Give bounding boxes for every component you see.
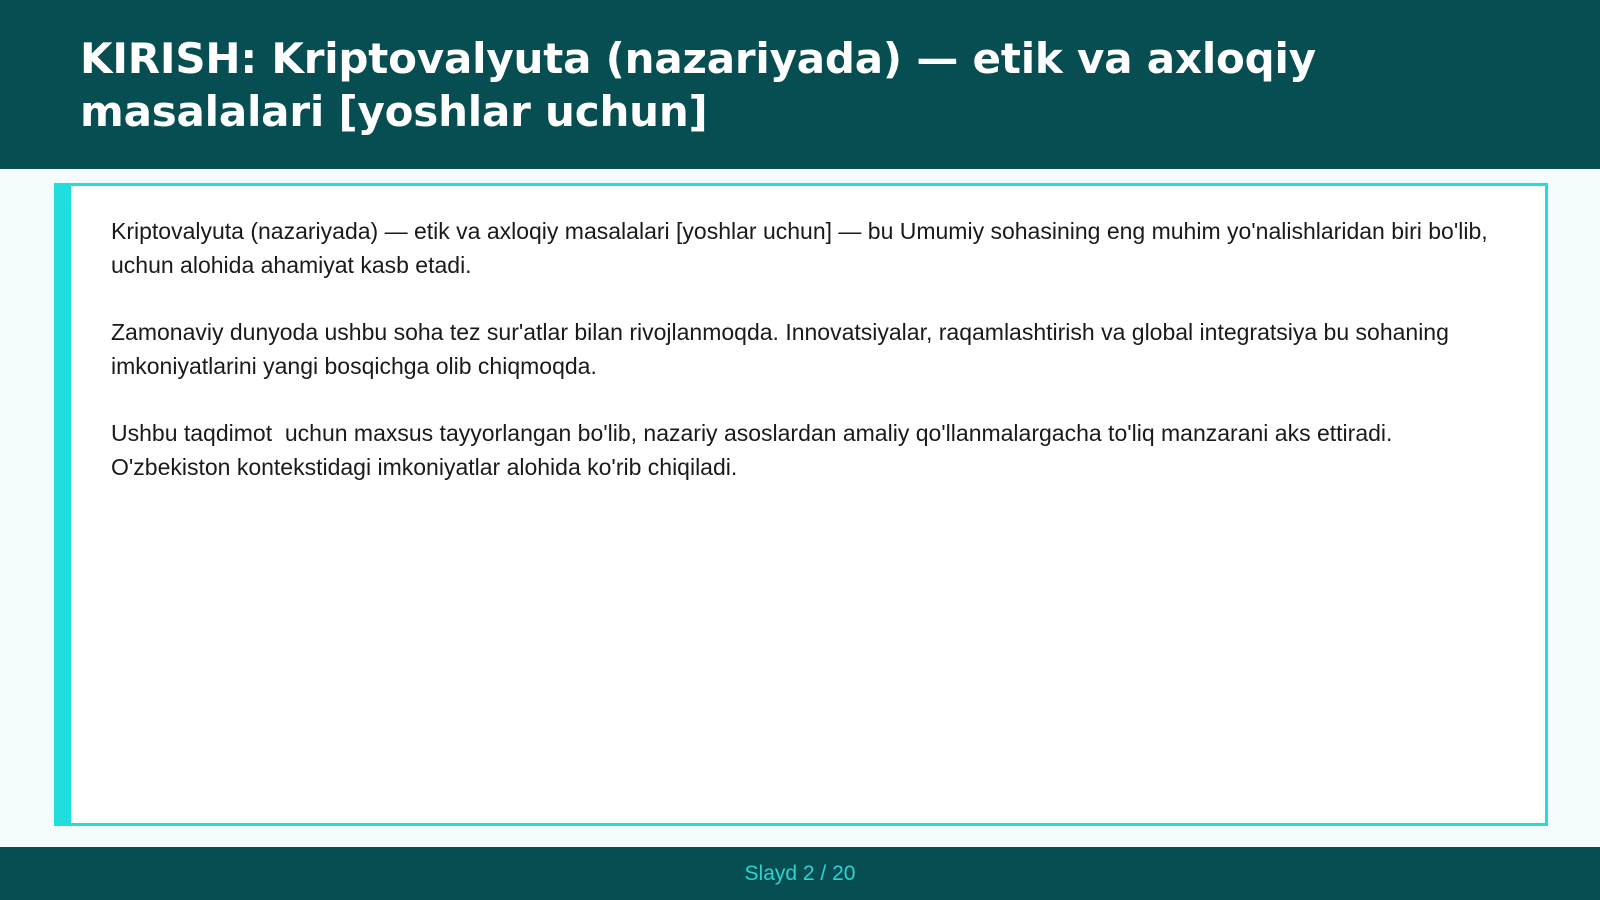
paragraph-intro: Kriptovalyuta (nazariyada) — etik va axloqiy masalalari [yoshlar uchun] — bu Umumiy sohasining eng muhim yo'nalishlaridan biri bo'lib, uchun alohida ahamiyat kasb etadi. bbox=[111, 218, 1501, 278]
slide-header bbox=[0, 0, 1600, 169]
paragraph-modern-world: Zamonaviy dunyoda ushbu soha tez sur'atlar bilan rivojlanmoqda. Innovatsiyalar, raqamlashtirish va global integratsiya bu sohaning imkoniyatlarini yangi bosqichga olib chiqmoqda. bbox=[111, 319, 1456, 379]
content-card bbox=[54, 183, 1548, 826]
slide-footer bbox=[0, 847, 1600, 900]
slide-title: KIRISH: Kriptovalyuta (nazariyada) — etik va axloqiy masalalari [yoshlar uchun] bbox=[80, 34, 1316, 136]
slide-counter: Slayd 2 / 20 bbox=[744, 861, 856, 885]
paragraph-presentation-scope: Ushbu taqdimot uchun maxsus tayyorlangan bo'lib, nazariy asoslardan amaliy qo'llanmalargacha to'liq manzarani aks ettiradi. O'zbekiston kontekstidagi imkoniyatlar alohida ko'rib chiqiladi. bbox=[111, 420, 1399, 480]
